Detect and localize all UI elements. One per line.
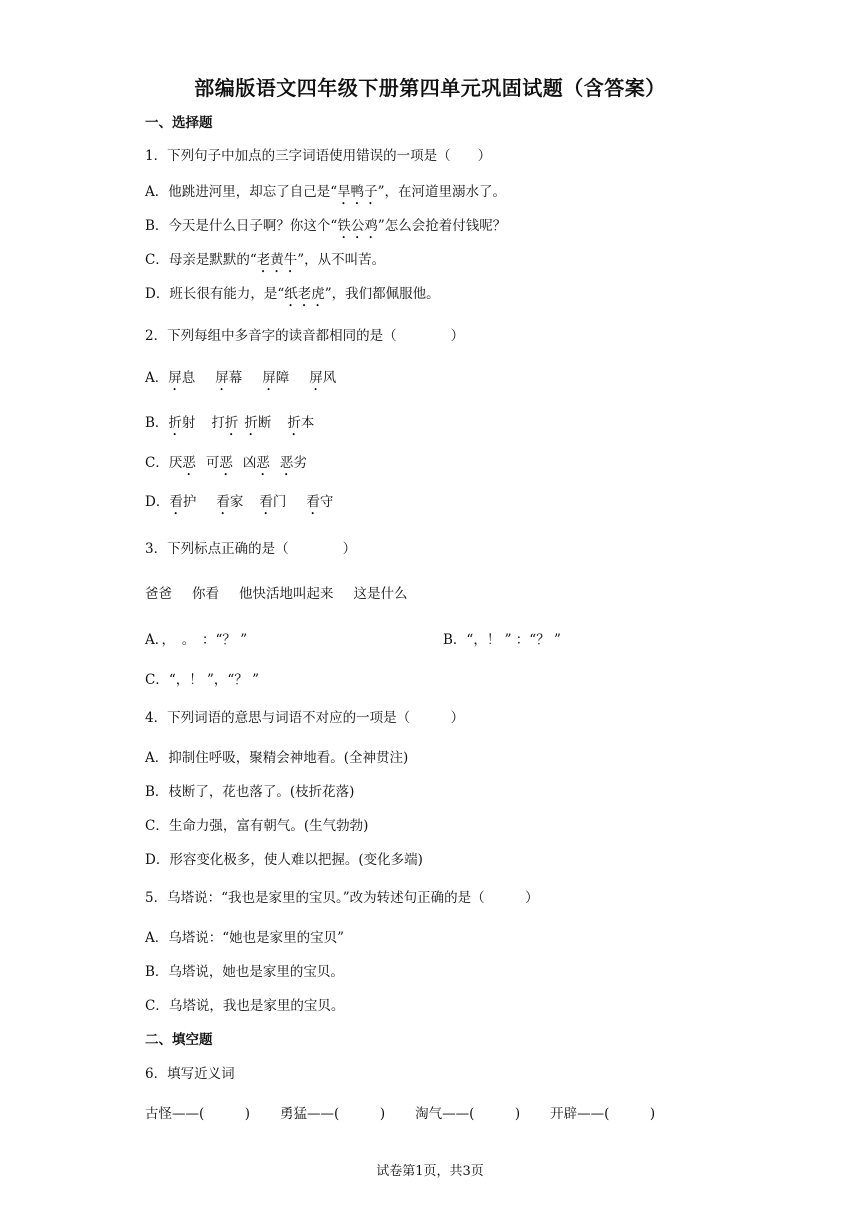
- word-char: 幕: [228, 370, 243, 386]
- option-text: ”怎么会抢着付钱呢？: [377, 218, 507, 234]
- question-4-option-a: A．抑制住呼吸，聚精会神地看。(全神贯注): [145, 750, 409, 766]
- dotted-char: 恶: [279, 455, 294, 471]
- option-label: C．: [145, 455, 169, 471]
- word-char: 打: [211, 415, 225, 431]
- dotted-char: 折: [168, 415, 182, 431]
- question-2-option-c: [145, 453, 307, 479]
- dotted-word: 旱鸭子: [337, 184, 378, 200]
- dotted-word: 铁公鸡: [337, 218, 378, 234]
- question-5-option-a: A．乌塔说：“她也是家里的宝贝”: [145, 930, 345, 946]
- dotted-char: 恶: [256, 455, 270, 471]
- word-char: 本: [300, 415, 315, 431]
- question-4-stem: 4．下列词语的意思与词语不对应的一项是（ ）: [145, 710, 465, 726]
- word-char: 护: [182, 494, 197, 510]
- question-1-stem: 1．下列句子中加点的三字词语使用错误的一项是（ ）: [145, 148, 492, 164]
- question-2-stem: 2．下列每组中多音字的读音都相同的是（ ）: [145, 328, 465, 344]
- option-text: ”，我们都佩服他。: [324, 286, 440, 302]
- page-title: 部编版语文四年级下册第四单元巩固试题（含答案）: [194, 76, 666, 100]
- option-text: B．今天是什么日子啊？你这个“: [145, 218, 338, 234]
- dotted-char: 看: [169, 494, 183, 510]
- question-1-option-d: [145, 284, 440, 310]
- synonym-blank[interactable]: 开辟——( ): [550, 1106, 656, 1122]
- dotted-char: 看: [216, 494, 230, 510]
- word-char: 守: [319, 494, 334, 510]
- dotted-char: 折: [287, 415, 301, 431]
- question-5-option-b: B．乌塔说，她也是家里的宝贝。: [145, 964, 344, 980]
- page-footer: 试卷第1页，共3页: [376, 1164, 484, 1179]
- option-text: ”，在河道里溺水了。: [377, 184, 507, 200]
- word-char: 厌: [168, 455, 183, 471]
- dotted-char: 看: [259, 494, 273, 510]
- word-char: 息: [181, 370, 196, 386]
- option-text: A．他跳进河里，却忘了自己是“: [145, 184, 338, 200]
- option-label: D．: [145, 494, 170, 510]
- question-4-option-c: C．生命力强，富有朝气。(生气勃勃): [145, 818, 369, 834]
- question-6-stem: 6．填写近义词: [145, 1066, 235, 1082]
- sentence-fragment: 爸爸: [145, 586, 172, 602]
- question-5-option-c: C．乌塔说，我也是家里的宝贝。: [145, 998, 345, 1014]
- word-char: 劣: [293, 455, 307, 471]
- option-text: ”，从不叫苦。: [297, 252, 386, 268]
- sentence-fragment: 这是什么: [353, 586, 408, 602]
- word-char: 射: [181, 415, 196, 431]
- word-char: 断: [257, 415, 272, 431]
- dotted-char: 屏: [168, 370, 182, 386]
- dotted-char: 恶: [219, 455, 233, 471]
- dotted-char: 屏: [215, 370, 229, 386]
- question-1-option-c: [145, 250, 385, 276]
- question-4-option-b: B．枝断了，花也落了。(枝折花落): [145, 784, 355, 800]
- dotted-word: 纸老虎: [284, 286, 325, 302]
- section-fill-heading: 二、填空题: [145, 1032, 213, 1048]
- synonym-blank[interactable]: 古怪——( ): [145, 1106, 251, 1122]
- question-3-option-b: B．“，！ ” ：“？ ”: [443, 632, 561, 648]
- question-4-option-d: D．形容变化极多，使人难以把握。(变化多端): [145, 852, 423, 868]
- dotted-char: 折: [224, 415, 239, 431]
- option-label: A．: [145, 370, 169, 386]
- sentence-fragment: 他快活地叫起来: [239, 586, 334, 602]
- question-2-option-a: [145, 368, 336, 394]
- synonym-blank[interactable]: 勇猛——( ): [280, 1106, 386, 1122]
- option-label: B．: [145, 415, 169, 431]
- word-char: 门: [272, 494, 287, 510]
- dotted-char: 折: [244, 415, 258, 431]
- sentence-fragment: 你看: [192, 586, 219, 602]
- option-text: C．母亲是默默的“: [145, 252, 257, 268]
- word-char: 家: [229, 494, 244, 510]
- synonym-blank[interactable]: 淘气——( ): [415, 1106, 521, 1122]
- question-1-option-b: [145, 216, 506, 242]
- word-char: 障: [275, 370, 290, 386]
- question-3-option-a: A．， 。 ：“？ ”: [145, 632, 248, 648]
- word-char: 凶: [242, 455, 257, 471]
- word-char: 可: [205, 455, 220, 471]
- dotted-char: 看: [306, 494, 320, 510]
- question-6-items: [145, 1104, 655, 1124]
- dotted-char: 屏: [262, 370, 276, 386]
- dotted-word: 老黄牛: [256, 252, 298, 268]
- question-1-option-a: [145, 182, 506, 208]
- option-text: D．班长很有能力，是“: [145, 286, 285, 302]
- word-char: 风: [322, 370, 337, 386]
- question-2-option-b: [145, 413, 314, 439]
- question-2-option-d: [145, 492, 333, 518]
- dotted-char: 屏: [309, 370, 323, 386]
- question-3-sentence: [145, 584, 408, 604]
- question-5-stem: 5．乌塔说：“我也是家里的宝贝。”改为转述句正确的是（ ）: [145, 890, 539, 906]
- question-3-stem: 3．下列标点正确的是（ ）: [145, 541, 357, 557]
- question-3-option-c: C．“，！ ”，“？ ”: [145, 672, 260, 688]
- dotted-char: 恶: [182, 455, 196, 471]
- section-choice-heading: 一、选择题: [145, 115, 213, 131]
